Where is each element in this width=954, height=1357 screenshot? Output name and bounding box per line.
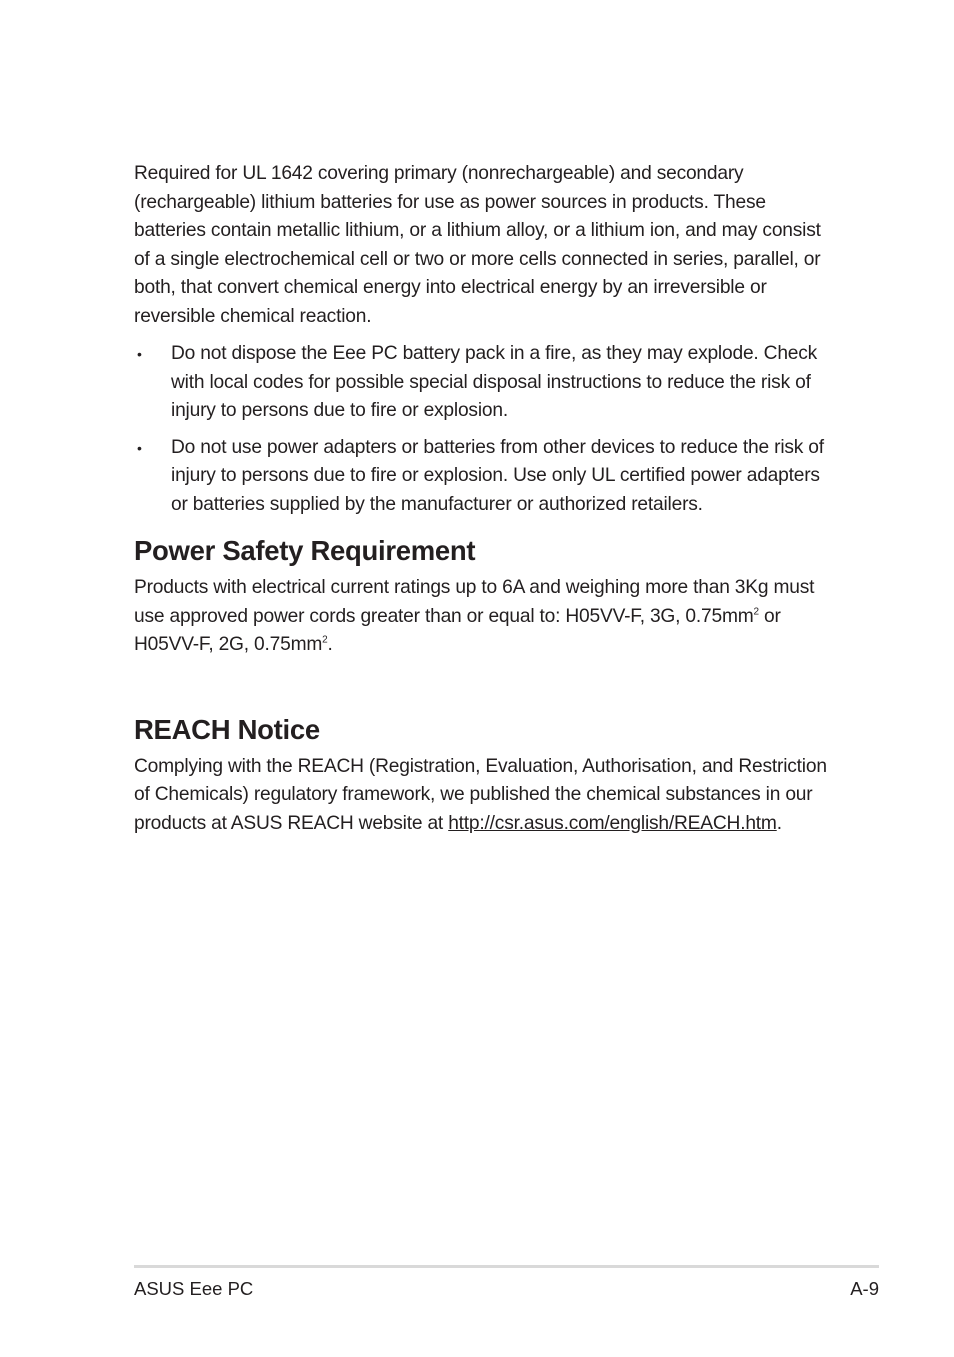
bullet-icon: • xyxy=(137,346,142,362)
reach-notice-text: Complying with the REACH (Registration, Evaluation, Authorisation, and Restriction of Chemicals) regulatory framework, we published the chemical substances in our products at ASUS REACH website at xyxy=(134,755,827,834)
document-body xyxy=(134,160,834,838)
power-safety-text: or H05VV-F, 2G, 0.75mm xyxy=(134,605,781,655)
bullet-icon: • xyxy=(137,439,142,456)
reach-notice-section xyxy=(134,713,834,839)
reach-notice-paragraph xyxy=(134,753,834,839)
reach-website-link[interactable]: http://csr.asus.com/english/REACH.htm xyxy=(448,812,777,834)
power-safety-section xyxy=(134,534,834,660)
page-number: A-9 xyxy=(850,1278,879,1299)
power-safety-paragraph xyxy=(134,574,834,660)
power-safety-text: . xyxy=(327,634,333,655)
superscript: 2 xyxy=(753,606,759,618)
footer-divider xyxy=(134,1265,879,1268)
bullet-text: Do not use power adapters or batteries from other devices to reduce the risk of injury to persons due to fire or explosion. Use only UL certified power adapters or batteries supplied by the manufacturer or authorized retailers. xyxy=(171,436,824,515)
reach-notice-text: . xyxy=(776,812,782,834)
list-item xyxy=(134,340,834,426)
ul1642-paragraph: Required for UL 1642 covering primary (nonrechargeable) and secondary (rechargeable) lithium batteries for use as power sources in products. These batteries contain metallic lithium, or a lithium alloy, or a lithium ion, and may consist of a single electrochemical cell or two or more cells connected in series, parallel, or both, that convert chemical energy into electrical energy by an irreversible or reversible chemical reaction. xyxy=(134,163,821,327)
list-item xyxy=(134,434,834,520)
reach-notice-heading: REACH Notice xyxy=(134,713,320,745)
bullet-text: Do not dispose the Eee PC battery pack in a fire, as they may explode. Check with local codes for possible special disposal instructions to reduce the risk of injury to persons due to fire or explosion. xyxy=(171,343,818,421)
footer-product-name: ASUS Eee PC xyxy=(134,1278,254,1299)
power-safety-heading: Power Safety Requirement xyxy=(134,535,476,566)
superscript: 2 xyxy=(322,634,328,646)
battery-warnings-list xyxy=(134,340,834,519)
power-safety-text: Products with electrical current ratings up to 6A and weighing more than 3Kg must use approved power cords greater than or equal to: H05VV-F, 3G, 0.75mm xyxy=(134,577,815,627)
